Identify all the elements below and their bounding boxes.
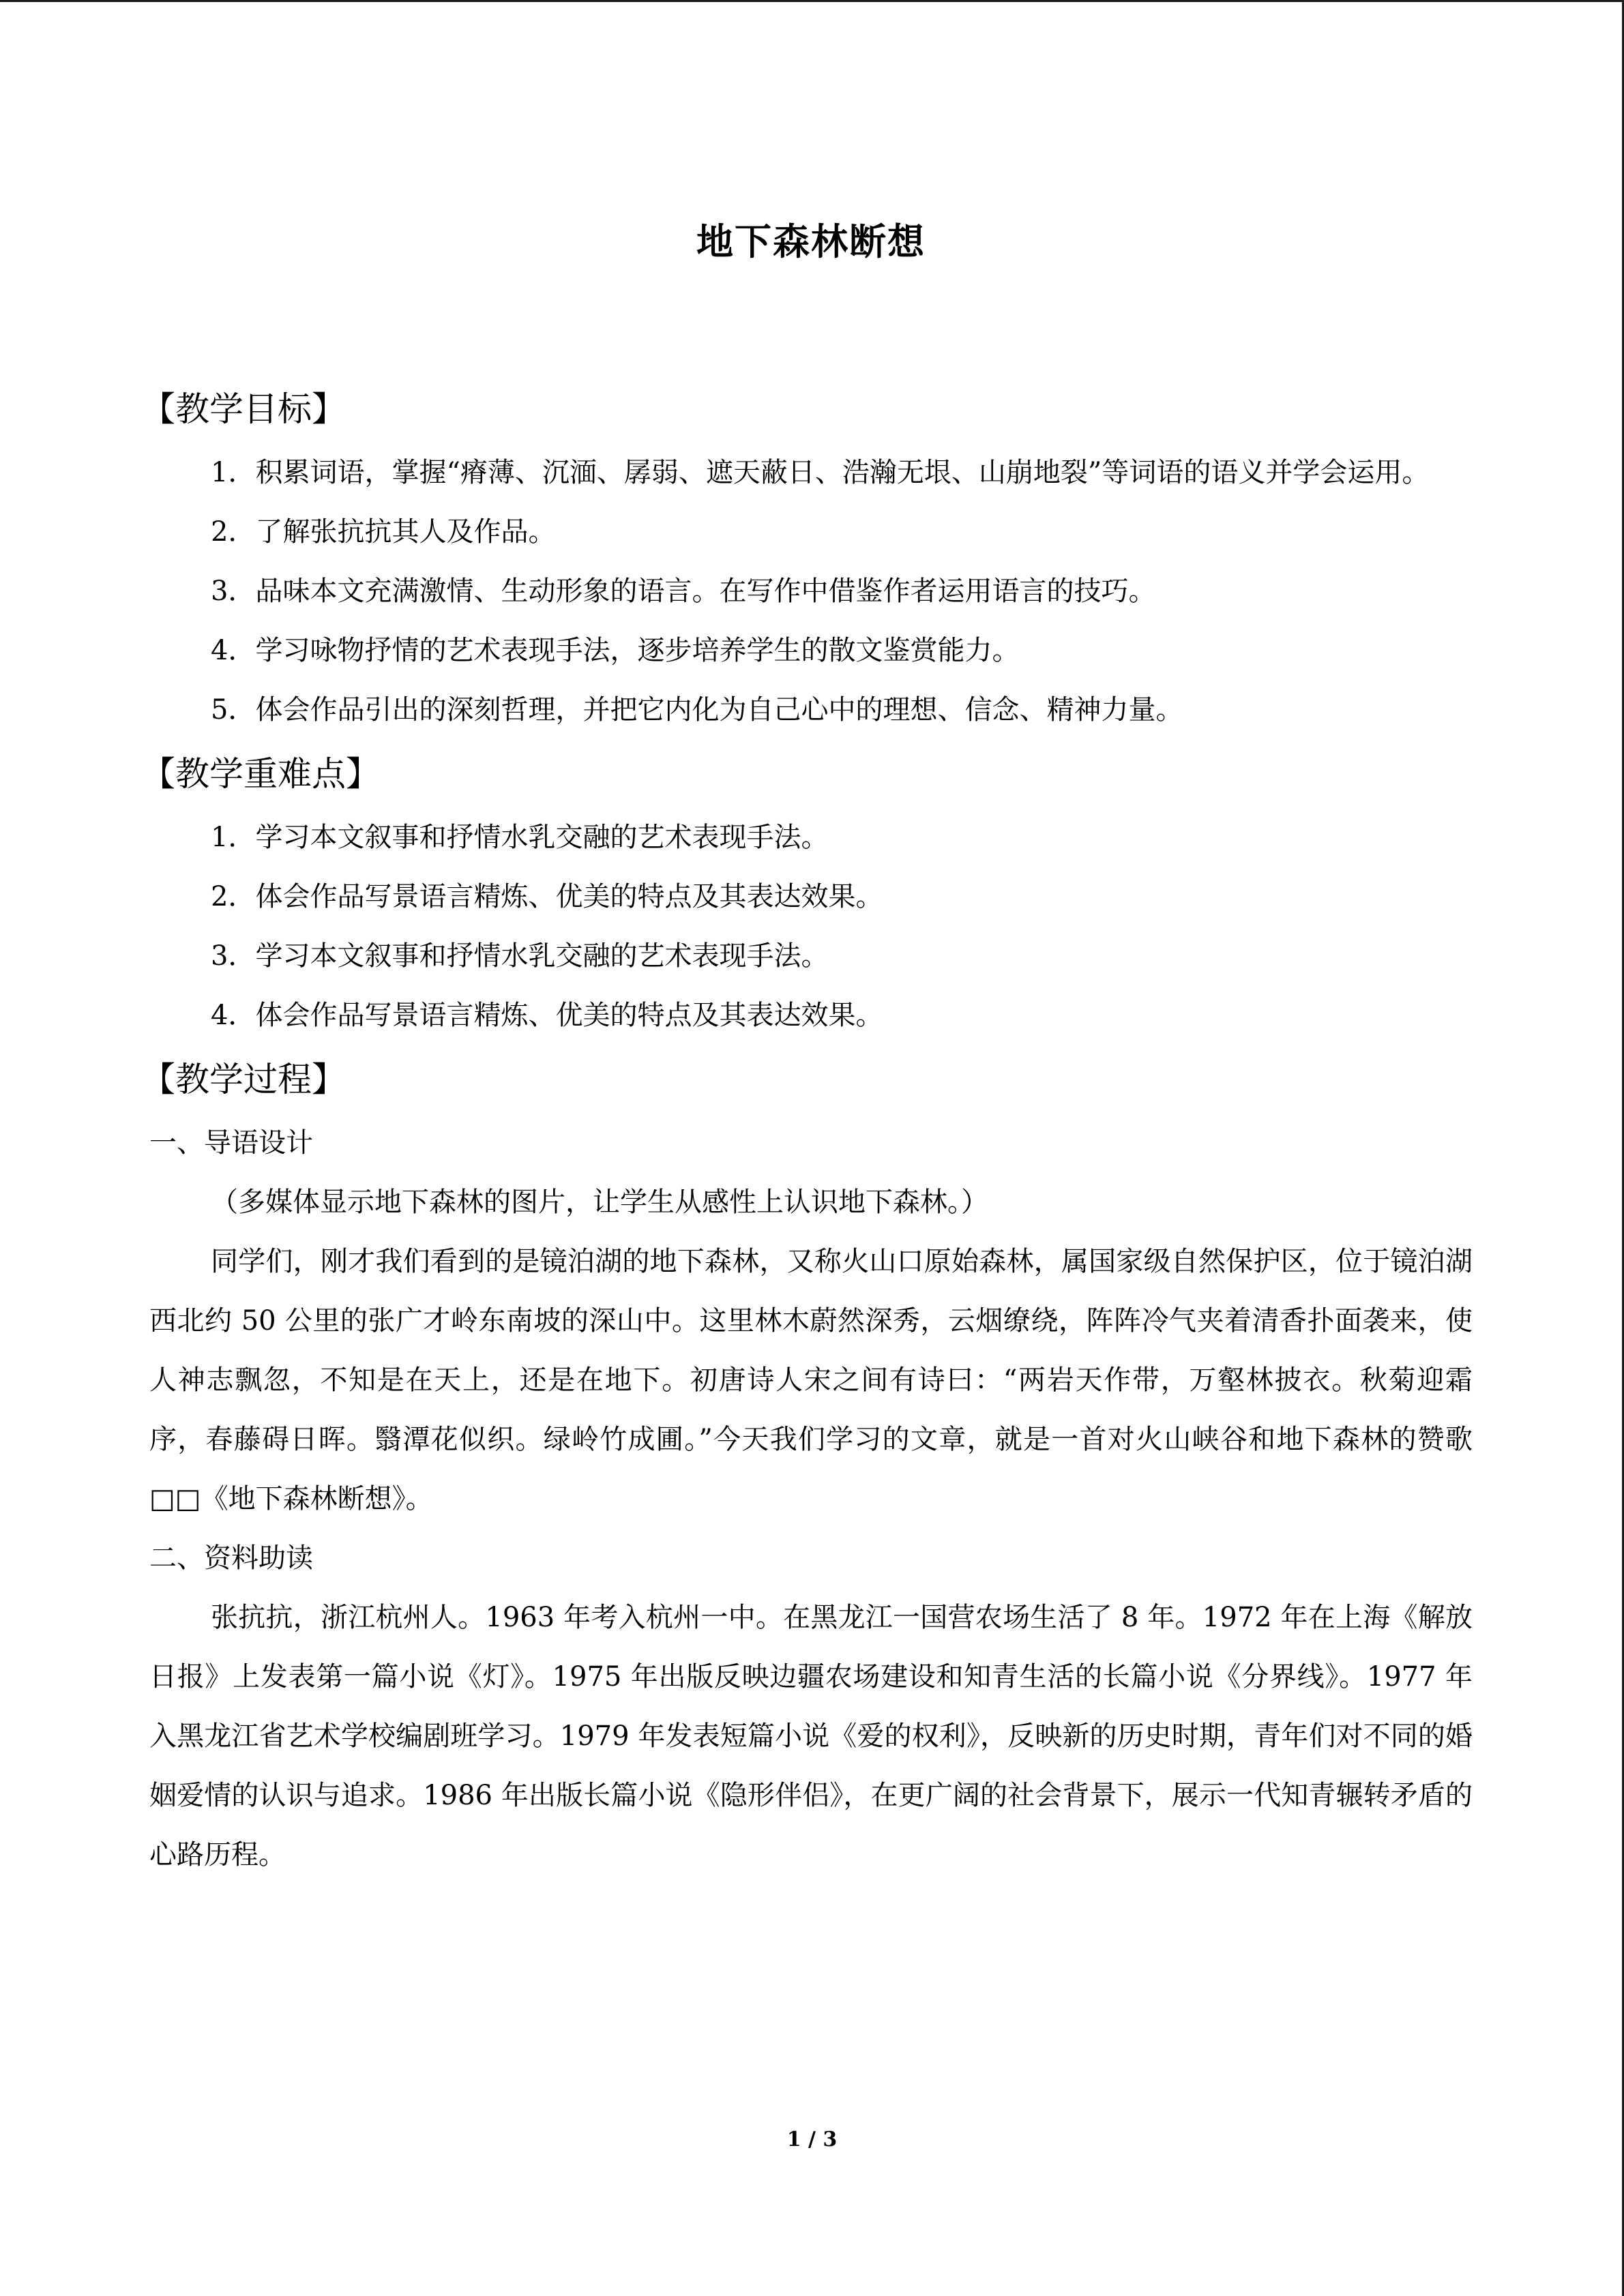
list-item: 2．了解张抗抗其人及作品。 xyxy=(211,516,556,548)
page-title: 地下森林断想 xyxy=(696,220,926,263)
page-border-top xyxy=(0,0,1624,2)
subheading-intro: 一、导语设计 xyxy=(149,1127,313,1159)
list-item: 1．学习本文叙事和抒情水乳交融的艺术表现手法。 xyxy=(211,822,829,853)
document-page xyxy=(141,205,1473,1885)
intro-paragraph: 同学们，刚才我们看到的是镜泊湖的地下森林，又称火山口原始森林，属国家级自然保护区，位于镜泊湖西北约 50 公里的张广才岭东南坡的深山中。这里林木蔚然深秀，云烟缭绕，阵阵冷气夹着清香扑面袭来，使人神志飘忽，不知是在天上，还是在地下。初唐诗人宋之间有诗曰：“两岩天作带，万壑林披衣。秋菊迎霜序，春藤碍日晖。翳潭花似织。绿岭竹成圃。”今天我们学习的文章，就是一首对火山峡谷和地下森林的赞歌□□《地下森林断想》。 xyxy=(149,1246,1473,1515)
page-number: 1 / 3 xyxy=(786,2128,838,2151)
title-spacer xyxy=(149,280,1473,375)
key-points-list xyxy=(149,808,1473,1045)
objectives-list xyxy=(149,443,1473,740)
list-item: 5．体会作品引出的深刻哲理，并把它内化为自己心中的理想、信念、精神力量。 xyxy=(211,694,1183,726)
section-heading-key-points: 【教学重难点】 xyxy=(141,754,380,794)
list-item: 4．学习咏物抒情的艺术表现手法，逐步培养学生的散文鉴赏能力。 xyxy=(211,635,1020,666)
subheading-reading: 二、资料助读 xyxy=(149,1542,313,1574)
list-item: 1．积累词语，掌握“瘠薄、沉湎、孱弱、遮天蔽日、浩瀚无垠、山崩地裂”等词语的语义并学会运用。 xyxy=(211,457,1430,488)
section-heading-objectives: 【教学目标】 xyxy=(141,389,346,429)
list-item: 3．学习本文叙事和抒情水乳交融的艺术表现手法。 xyxy=(211,940,829,972)
list-item: 3．品味本文充满激情、生动形象的语言。在写作中借鉴作者运用语言的技巧。 xyxy=(211,576,1156,607)
reading-paragraph: 张抗抗，浙江杭州人。1963 年考入杭州一中。在黑龙江一国营农场生活了 8 年。1972 年在上海《解放日报》上发表第一篇小说《灯》。1975 年出版反映边疆农场建设和知青生活的长篇小说《分界线》。1977 年入黑龙江省艺术学校编剧班学习。1979 年发表短篇小说《爱的权利》，反映新的历史时期，青年们对不同的婚姻爱情的认识与追求。1986 年出版长篇小说《隐形伴侣》，在更广阔的社会背景下，展示一代知青辗转矛盾的心路历程。 xyxy=(149,1602,1473,1870)
section-heading-process: 【教学过程】 xyxy=(141,1060,346,1099)
list-item: 4．体会作品写景语言精炼、优美的特点及其表达效果。 xyxy=(211,1000,883,1031)
intro-note: （多媒体显示地下森林的图片，让学生从感性上认识地下森林。） xyxy=(211,1187,988,1218)
list-item: 2．体会作品写景语言精炼、优美的特点及其表达效果。 xyxy=(211,881,883,912)
